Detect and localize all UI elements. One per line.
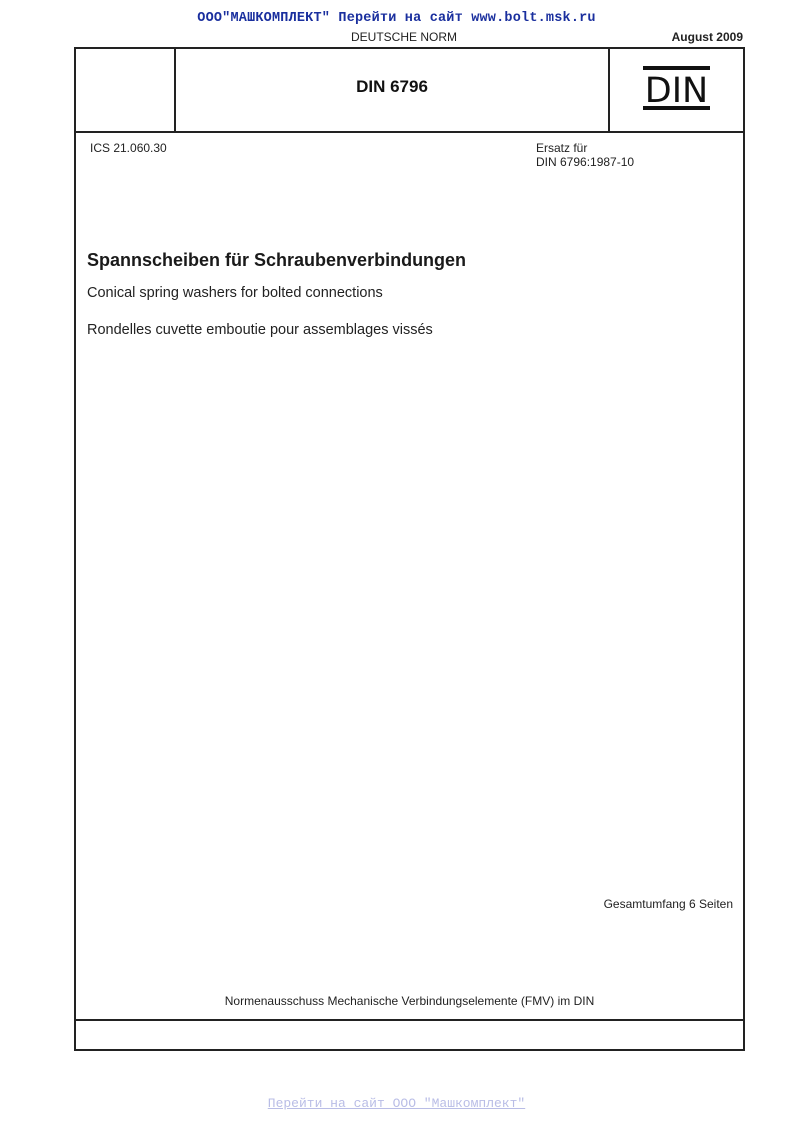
title-german: Spannscheiben für Schraubenverbindungen [87,250,467,270]
din-logo [643,65,710,111]
committee-name: Normenausschuss Mechanische Verbindungselemente (FMV) im DIN [224,994,595,1008]
din-logo-text: DIN [644,71,709,111]
total-pages: Gesamtumfang 6 Seiten [603,897,733,911]
ics-code: ICS 21.060.30 [90,141,167,155]
title-english: Conical spring washers for bolted connections [87,285,383,301]
promo-link-top[interactable]: ООО"МАШКОМПЛЕКТ" Перейти на сайт www.bolt.msk.ru [197,11,596,26]
bottom-divider [76,1019,743,1021]
publication-date: August 2009 [671,30,743,44]
replaces-label: Ersatz für [536,141,588,155]
standard-number: DIN 6796 [356,77,428,96]
title-french: Rondelles cuvette emboutie pour assemblages vissés [87,322,433,338]
header-cell-empty [76,49,176,131]
header-row [76,49,743,133]
doc-type-label: DEUTSCHE NORM [350,30,457,44]
header-cell-logo [610,49,743,131]
title-page-frame [74,47,745,1051]
replaces-value: DIN 6796:1987-10 [536,155,635,169]
header-cell-number [176,49,610,131]
promo-link-bottom[interactable]: Перейти на сайт ООО "Машкомплект" [267,1096,526,1111]
replaces-info [536,141,634,169]
